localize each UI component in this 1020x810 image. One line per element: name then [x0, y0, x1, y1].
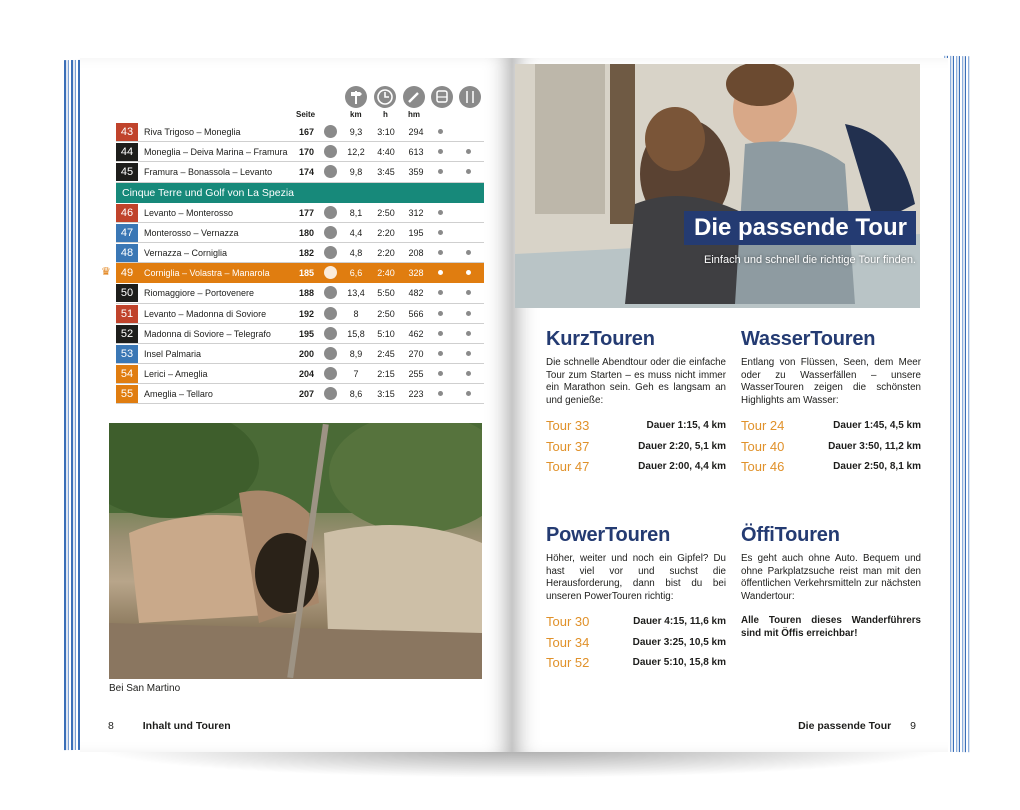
powertouren-title: PowerTouren [546, 524, 671, 546]
bus-marker [438, 371, 443, 376]
tour-label: Tour 52 [546, 655, 590, 671]
tour-label: Tour 47 [546, 459, 590, 475]
table-rows [101, 122, 484, 404]
difficulty-icon [324, 266, 337, 279]
page-number-left: 8 [108, 720, 114, 732]
tour-line [546, 418, 726, 439]
difficulty-icon [324, 206, 337, 219]
table-header-labels [116, 110, 484, 122]
tour-duration: 2:40 [377, 268, 395, 279]
tour-duration: 4:40 [377, 147, 395, 158]
tour-km: 8,9 [349, 348, 363, 359]
tour-name: Levanto – Monterosso [144, 207, 234, 218]
difficulty-icon [324, 387, 337, 400]
wassertouren-list [741, 418, 921, 480]
food-marker [466, 270, 471, 275]
tour-info: Dauer 3:50, 11,2 km [828, 440, 921, 452]
bus-marker [438, 290, 443, 295]
header-seite: Seite [296, 110, 316, 119]
table-header-icons [116, 84, 484, 110]
header-km: km [350, 110, 362, 119]
hikers-photo [515, 64, 920, 308]
oeffitouren-text: Es geht auch ohne Auto. Bequem und ohne Parkplatzsuche reist man mit den öffentlichen Verkehrsmitteln zur nächsten Wandertour: [741, 553, 921, 602]
pencil-icon [403, 86, 425, 108]
tour-line [546, 439, 726, 460]
table-row [116, 324, 484, 344]
table-row [116, 304, 484, 324]
tour-page: 200 [298, 348, 314, 359]
table-row [116, 384, 484, 404]
banner-subtitle: Einfach und schnell die richtige Tour finden. [704, 254, 916, 266]
difficulty-icon [324, 246, 337, 259]
tour-km: 6,6 [349, 268, 363, 279]
table-row [116, 283, 484, 303]
tour-elevation: 255 [408, 369, 424, 380]
tour-duration: 2:45 [377, 348, 395, 359]
clock-icon [374, 86, 396, 108]
fork-knife-icon [459, 86, 481, 108]
food-marker [466, 351, 471, 356]
food-marker [466, 391, 471, 396]
food-marker [466, 169, 471, 174]
oeffitouren-title: ÖffiTouren [741, 524, 840, 546]
tour-page: 170 [298, 147, 314, 158]
table-row [101, 263, 484, 283]
tour-page: 207 [298, 389, 314, 400]
bus-marker [438, 331, 443, 336]
tour-km: 4,4 [349, 227, 363, 238]
tour-name: Vernazza – Corniglia [144, 247, 228, 258]
table-row [116, 203, 484, 223]
bus-icon [431, 86, 453, 108]
tour-line [741, 459, 921, 480]
tour-page: 167 [298, 127, 314, 137]
difficulty-icon [324, 286, 337, 299]
right-folio [798, 720, 916, 732]
tour-duration: 2:20 [377, 247, 395, 258]
bus-marker [438, 351, 443, 356]
tour-km: 12,2 [347, 147, 365, 158]
tour-name: Ameglia – Tellaro [144, 389, 213, 400]
tour-duration: 2:20 [377, 227, 395, 238]
tour-km: 15,8 [347, 328, 365, 339]
tour-km: 4,8 [349, 247, 363, 258]
tour-info: Dauer 3:25, 10,5 km [632, 636, 726, 648]
food-marker [466, 250, 471, 255]
difficulty-icon [324, 327, 337, 340]
signpost-icon [345, 86, 367, 108]
tour-line [546, 635, 726, 656]
difficulty-icon [324, 125, 337, 138]
tour-number: 46 [116, 204, 138, 222]
tour-label: Tour 40 [741, 438, 785, 454]
tour-elevation: 482 [408, 288, 424, 299]
food-marker [466, 371, 471, 376]
page-title-left: Inhalt und Touren [142, 720, 231, 732]
tour-number: 47 [116, 224, 138, 242]
bus-marker [438, 210, 443, 215]
tour-label: Tour 37 [546, 438, 590, 454]
difficulty-icon [324, 347, 337, 360]
table-row [116, 122, 484, 142]
tour-name: Riva Trigoso – Moneglia [144, 127, 241, 137]
tour-line [546, 655, 726, 676]
tour-name: Lerici – Ameglia [144, 369, 208, 380]
page-number-right: 9 [910, 720, 916, 732]
tour-duration: 5:10 [377, 328, 395, 339]
table-row [116, 243, 484, 263]
tour-number: 52 [116, 325, 138, 343]
bus-marker [438, 230, 443, 235]
tour-elevation: 270 [408, 348, 424, 359]
tour-elevation: 613 [408, 147, 424, 158]
tour-name: Riomaggiore – Portovenere [144, 288, 255, 299]
bus-marker [438, 391, 443, 396]
wassertouren-text: Entlang von Flüssen, Seen, dem Meer oder zu Wasserfällen – unsere WasserTouren zeigen die schönsten Highlights am Wasser: [741, 357, 921, 406]
powertouren-text: Höher, weiter und noch ein Gipfel? Du hast viel vor und suchst die Herausforderung, dann bist du bei unseren PowerTouren richtig: [546, 553, 726, 602]
table-row [116, 142, 484, 162]
food-marker [466, 331, 471, 336]
bus-marker [438, 311, 443, 316]
tour-elevation: 359 [408, 167, 424, 178]
bus-marker [438, 250, 443, 255]
tour-info: Dauer 2:20, 5,1 km [638, 440, 726, 452]
kurztouren-title: KurzTouren [546, 328, 655, 350]
difficulty-icon [324, 367, 337, 380]
powertouren-list [546, 614, 726, 676]
bus-marker [438, 129, 443, 134]
tour-number: 48 [116, 244, 138, 262]
bus-marker [438, 149, 443, 154]
header-hm: hm [408, 110, 420, 119]
difficulty-icon [324, 226, 337, 239]
food-marker [466, 290, 471, 295]
tour-page: 188 [298, 288, 314, 299]
tour-elevation: 462 [408, 328, 424, 339]
kurztouren-text: Die schnelle Abendtour oder die einfache Tour zum Starten – es muss nicht immer ein Marathon sein. Geh es langsam an und genieße: [546, 357, 726, 406]
tour-km: 8 [353, 308, 359, 319]
tour-duration: 3:15 [377, 389, 395, 400]
tour-number: 43 [116, 123, 138, 141]
tour-label: Tour 24 [741, 418, 785, 433]
tour-line [741, 418, 921, 439]
tour-name: Insel Palmaria [144, 348, 202, 359]
section-banner: Die passende Tour [684, 211, 916, 245]
left-folio [108, 720, 231, 732]
tour-elevation: 208 [408, 247, 424, 258]
wassertouren-block [741, 328, 921, 480]
tour-duration: 2:50 [377, 207, 395, 218]
tour-line [546, 614, 726, 635]
tour-label: Tour 30 [546, 614, 590, 629]
tour-page: 195 [298, 328, 314, 339]
tour-page: 192 [298, 308, 314, 319]
tour-number: 44 [116, 143, 138, 161]
cave-photo [109, 423, 482, 679]
tour-elevation: 312 [408, 207, 424, 218]
tour-label: Tour 34 [546, 634, 590, 650]
header-h: h [383, 110, 388, 119]
tour-duration: 5:50 [377, 288, 395, 299]
tour-line [741, 439, 921, 460]
tour-page: 177 [298, 207, 314, 218]
tour-duration: 3:10 [377, 127, 395, 137]
table-row [116, 223, 484, 243]
tour-info: Dauer 2:50, 8,1 km [833, 461, 921, 473]
book-shadow [90, 748, 950, 778]
tour-number: 55 [116, 385, 138, 403]
oeffitouren-block [741, 524, 921, 640]
food-marker [466, 149, 471, 154]
kurztouren-list [546, 418, 726, 480]
tour-page: 204 [298, 369, 314, 380]
tour-km: 8,1 [349, 207, 363, 218]
kurztouren-block [546, 328, 726, 480]
tour-info: Dauer 1:15, 4 km [646, 420, 726, 431]
tour-number: 51 [116, 305, 138, 323]
tour-line [546, 459, 726, 480]
table-row [116, 364, 484, 384]
tour-page: 185 [298, 268, 314, 279]
tour-km: 13,4 [347, 288, 365, 299]
tour-page: 180 [298, 227, 314, 238]
tour-name: Corniglia – Volastra – Manarola [144, 268, 270, 279]
tour-elevation: 223 [408, 389, 424, 400]
tour-elevation: 195 [408, 227, 424, 238]
tour-km: 8,6 [349, 389, 363, 400]
tour-page: 182 [298, 247, 314, 258]
tour-info: Dauer 5:10, 15,8 km [632, 657, 726, 669]
table-row [116, 344, 484, 364]
crown-icon: ♛ [101, 266, 111, 279]
tour-name: Monterosso – Vernazza [144, 227, 239, 238]
bus-marker [438, 270, 443, 275]
bus-marker [438, 169, 443, 174]
tour-name: Levanto – Madonna di Soviore [144, 308, 267, 319]
tour-label: Tour 46 [741, 459, 785, 475]
difficulty-icon [324, 307, 337, 320]
tour-info: Dauer 1:45, 4,5 km [833, 420, 921, 431]
tour-elevation: 566 [408, 308, 424, 319]
tour-duration: 3:45 [377, 167, 395, 178]
tour-km: 9,3 [349, 127, 363, 137]
powertouren-block [546, 524, 726, 676]
tour-number: 49 [116, 264, 138, 282]
tour-number: 54 [116, 365, 138, 383]
tour-info: Dauer 4:15, 11,6 km [633, 616, 726, 627]
tour-name: Moneglia – Deiva Marina – Framura [144, 147, 288, 158]
oeffitouren-note: Alle Touren dieses Wanderführers sind mit Öffis erreichbar! [741, 615, 921, 639]
table-row [116, 162, 484, 182]
tour-duration: 2:15 [377, 369, 395, 380]
tour-km: 7 [353, 369, 359, 380]
tour-number: 45 [116, 163, 138, 181]
difficulty-icon [324, 165, 337, 178]
tour-name: Madonna di Soviore – Telegrafo [144, 328, 271, 339]
tour-elevation: 294 [408, 127, 424, 137]
difficulty-icon [324, 145, 337, 158]
food-marker [466, 311, 471, 316]
tour-name: Framura – Bonassola – Levanto [144, 167, 273, 178]
photo-caption: Bei San Martino [109, 683, 181, 694]
tour-info: Dauer 2:00, 4,4 km [638, 461, 726, 473]
tour-label: Tour 33 [546, 418, 590, 433]
tour-number: 53 [116, 345, 138, 363]
table-section-header: Cinque Terre und Golf von La Spezia [116, 183, 484, 203]
tour-elevation: 328 [408, 268, 424, 279]
page-title-right: Die passende Tour [798, 720, 892, 732]
wassertouren-title: WasserTouren [741, 328, 876, 350]
tour-duration: 2:50 [377, 308, 395, 319]
tour-km: 9,8 [349, 167, 363, 178]
tour-page: 174 [298, 167, 314, 178]
tour-number: 50 [116, 284, 138, 302]
